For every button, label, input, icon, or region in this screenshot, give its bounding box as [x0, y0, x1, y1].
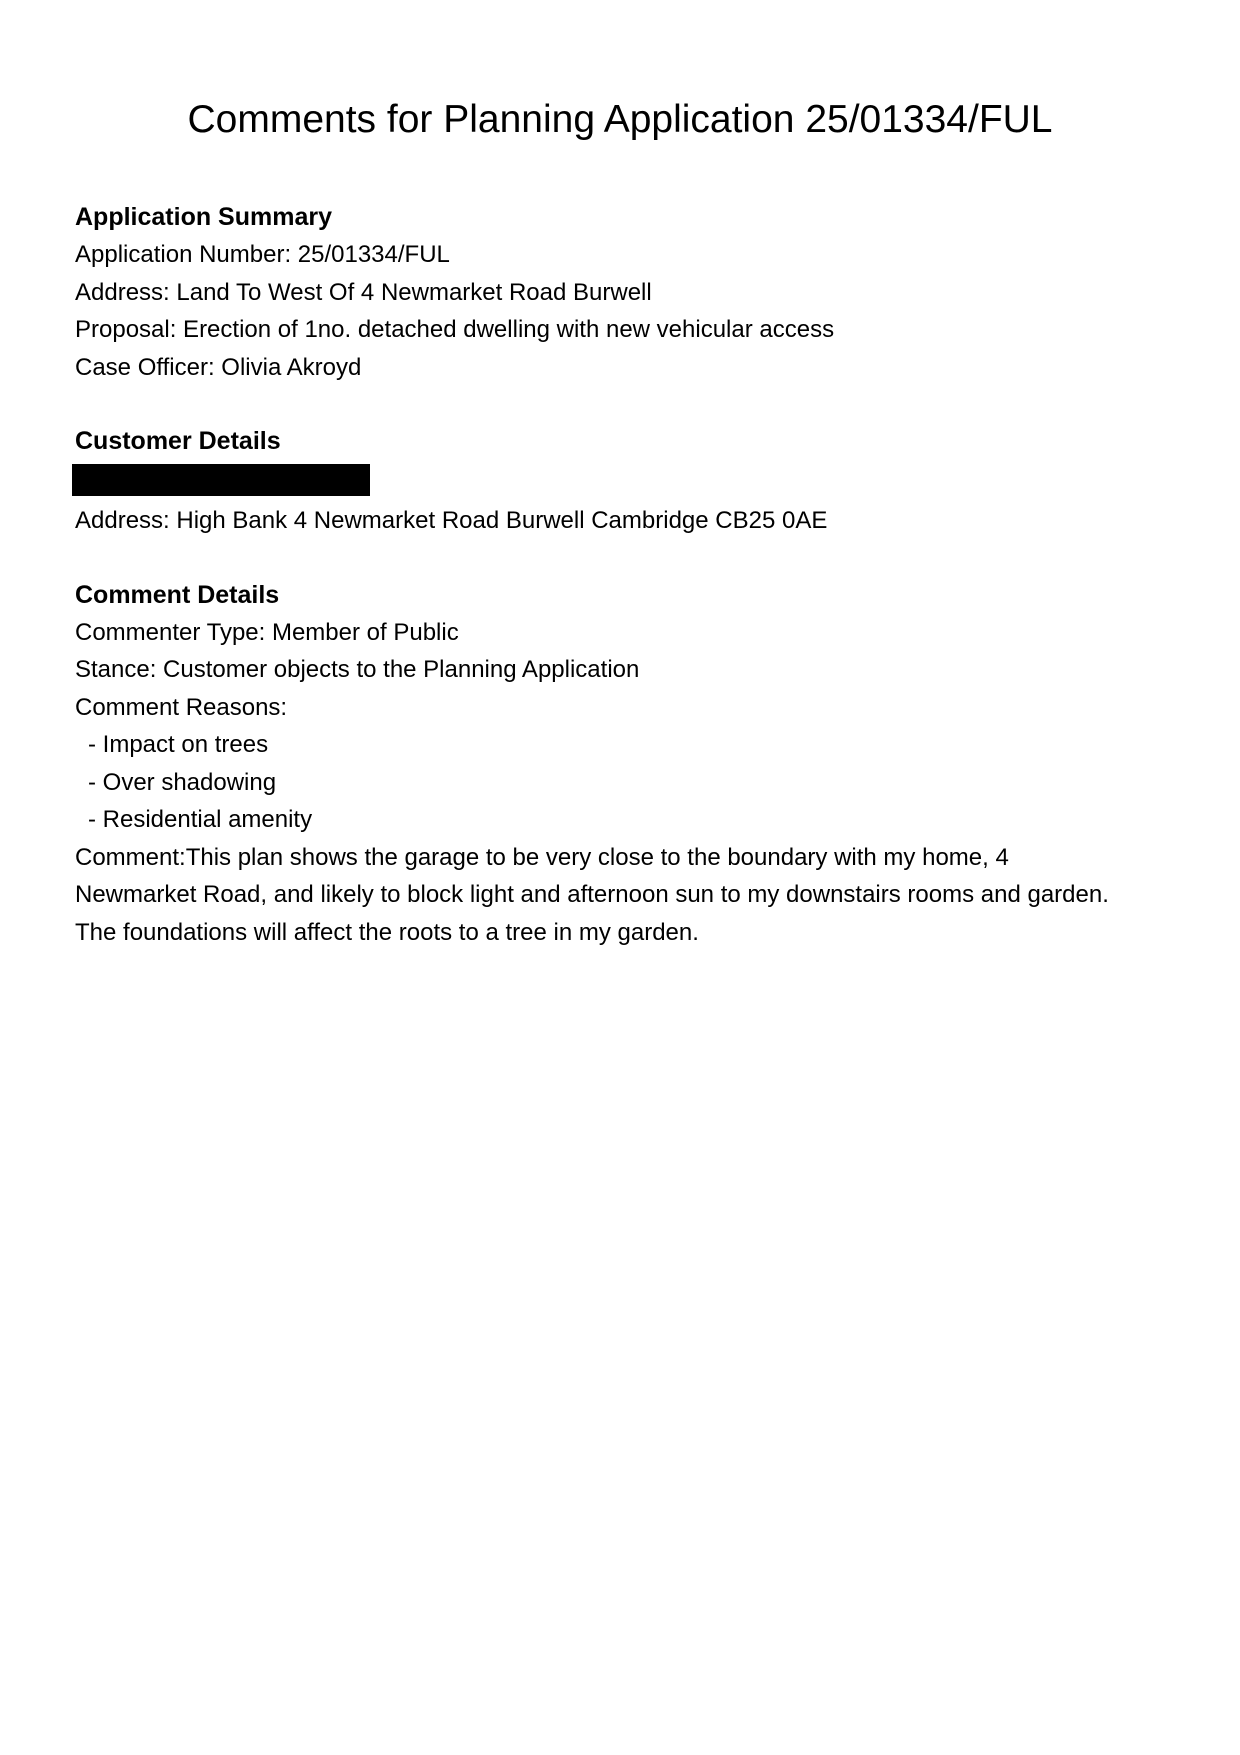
customer-details-section — [75, 423, 1185, 540]
customer-address: Address: High Bank 4 Newmarket Road Burwell Cambridge CB25 0AE — [75, 507, 828, 534]
application-number: Application Number: 25/01334/FUL — [75, 241, 450, 268]
commenter-type: Commenter Type: Member of Public — [75, 618, 459, 646]
comment-details-section — [75, 577, 1185, 952]
case-officer: Case Officer: Olivia Akroyd — [75, 353, 362, 381]
application-address: Address: Land To West Of 4 Newmarket Road Burwell — [75, 278, 652, 306]
page-title: Comments for Planning Application 25/01334/FUL — [187, 98, 1053, 141]
application-summary-section — [75, 199, 1185, 386]
document-body — [75, 199, 1185, 988]
application-proposal: Proposal: Erection of 1no. detached dwelling with new vehicular access — [75, 316, 835, 343]
redacted-name-bar — [72, 464, 370, 496]
comment-reason-item: - Over shadowing — [88, 768, 277, 796]
comment-reasons-label: Comment Reasons: — [75, 693, 288, 721]
comment-reason-item: - Impact on trees — [88, 731, 269, 758]
customer-details-heading: Customer Details — [75, 427, 281, 455]
stance: Stance: Customer objects to the Planning Application — [75, 656, 640, 683]
comment-text-line: Newmarket Road, and likely to block light and afternoon sun to my downstairs rooms and garden. — [75, 881, 1109, 908]
comment-text-line: The foundations will affect the roots to a tree in my garden. — [75, 918, 699, 946]
comment-reason-item: - Residential amenity — [88, 806, 313, 833]
comment-text-line: Comment:This plan shows the garage to be very close to the boundary with my home, 4 — [75, 843, 1009, 871]
comment-details-heading: Comment Details — [75, 580, 280, 609]
application-summary-heading: Application Summary — [75, 203, 332, 231]
